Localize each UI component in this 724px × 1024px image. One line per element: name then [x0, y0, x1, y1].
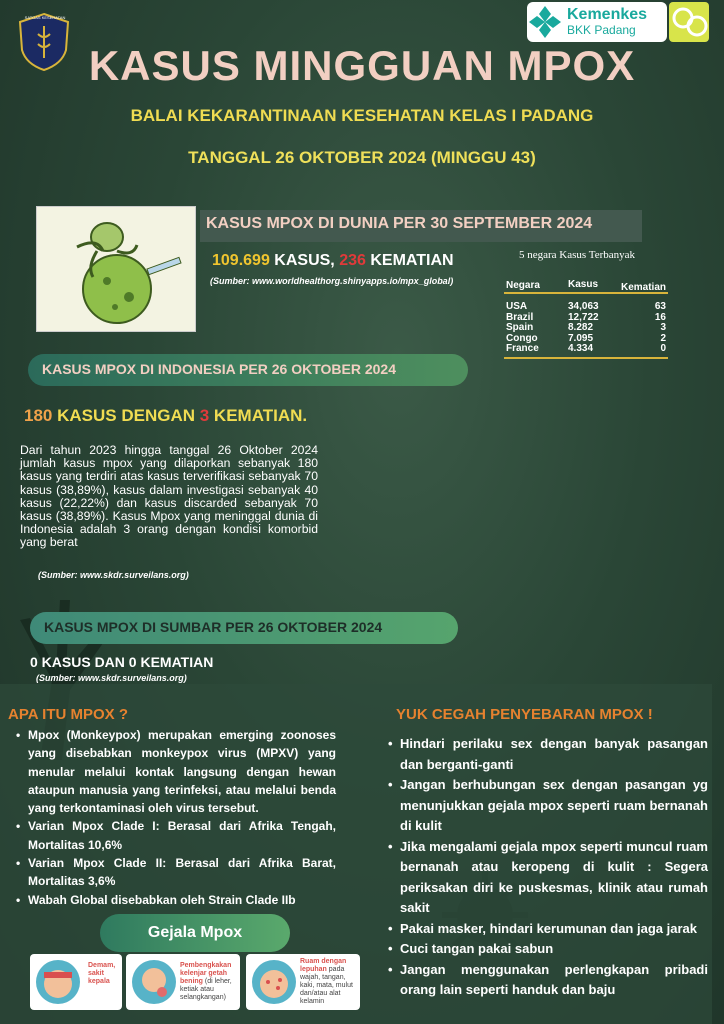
apa-itu-list	[14, 726, 336, 909]
cell-cases: 7.095	[568, 332, 594, 344]
world-cases: 109.699	[212, 252, 270, 269]
table-divider	[504, 357, 668, 359]
symptom-rest: pada wajah, tangan, kaki, mata, mulut dan/atau alat kelamin	[300, 966, 353, 1005]
indonesia-banner-text: KASUS MPOX DI INDONESIA PER 26 OKTOBER 2024	[42, 361, 396, 377]
kemenkes-logo	[527, 2, 667, 42]
symptom-bold: Ruam dengan lepuhan	[300, 958, 347, 973]
cell-cases: 34,063	[568, 301, 599, 312]
list-item: • Jangan berhubungan sex dengan pasangan yg menunjukkan gejala mpox seperti ruam bernanah di kulit	[386, 775, 708, 837]
apa-itu-heading: APA ITU MPOX ?	[8, 706, 128, 723]
cell-deaths: 0	[660, 343, 666, 354]
indonesia-deaths: 3	[199, 406, 210, 425]
cell-deaths: 63	[654, 301, 666, 312]
page-subtitle: BALAI KEKARANTINAAN KESEHATAN KELAS I PADANG	[130, 106, 594, 125]
sumbar-banner-text: KASUS MPOX DI SUMBAR PER 26 OKTOBER 2024	[44, 619, 383, 635]
world-banner	[200, 210, 642, 242]
cell-country: France	[506, 343, 539, 354]
cell-deaths: 16	[654, 311, 666, 323]
cell-country: Congo	[506, 332, 538, 344]
indonesia-cases: 180	[24, 406, 53, 425]
list-item: • Hindari perilaku sex dengan banyak pasangan dan berganti-ganti	[386, 734, 708, 775]
list-item: • Wabah Global disebabkan oleh Strain Clade IIb	[14, 891, 336, 909]
world-banner-text: KASUS MPOX DI DUNIA PER 30 SEPTEMBER 2024	[206, 215, 593, 232]
anniversary-badge-icon	[669, 2, 709, 42]
sumbar-banner	[30, 612, 458, 644]
table-row	[504, 302, 668, 313]
org-logo-text: SATGAS KESEHATAN	[24, 15, 66, 20]
cell-country: Brazil	[506, 311, 534, 323]
list-item: • Jika mengalami gejala mpox seperti muncul ruam bernanah atau keropeng di kulit : Segera periksakan diri ke puskesmas, klinik atau rumah sakit	[386, 837, 708, 919]
col-country-header: Negara	[506, 280, 540, 291]
report-date: TANGGAL 26 OKTOBER 2024 (MINGGU 43)	[188, 148, 536, 167]
list-item: • Mpox (Monkeypox) merupakan emerging zoonoses yang disebabkan monkeypox virus (MPXV) yang menular melalui kontak langsung dengan hewan ataupun manusia yang terinfeksi, atau melalui benda yang terkontaminasi oleh virus tersebut.	[14, 726, 336, 817]
symptom-card-fever	[30, 954, 122, 1010]
cell-deaths: 3	[660, 322, 666, 333]
world-deaths-word: KEMATIAN	[365, 252, 454, 269]
rash-face-icon	[250, 958, 298, 1006]
cegah-heading: YUK CEGAH PENYEBARAN MPOX !	[396, 706, 653, 723]
symptom-bold: Demam, sakit kepala	[88, 962, 116, 985]
indonesia-end: KEMATIAN.	[209, 406, 308, 425]
sumbar-count: 0 KASUS DAN 0 KEMATIAN	[30, 654, 214, 670]
sumbar-source: (Sumber: www.skdr.surveilans.org)	[36, 673, 187, 683]
cell-cases: 4.334	[568, 343, 594, 354]
top5-title: 5 negara Kasus Terbanyak	[519, 249, 636, 261]
indonesia-paragraph: Dari tahun 2023 hingga tanggal 26 Oktober 2024 jumlah kasus mpox yang dilaporkan sebanyak 180 kasus yang terdiri atas kasus terverifikasi sebanyak 70 kasus (38,89%), kasus dalam investigasi sebanyak 40 kasus (22,22%) dan kasus discarded sebanyak 70 kasus (38,89%). Kasus Mpox yang meninggal dunia di Indonesia adalah 3 orang dengan kondisi komorbid yang berat	[20, 443, 318, 550]
table-row	[504, 344, 668, 355]
table-row	[504, 323, 668, 334]
page-title: KASUS MINGGUAN MPOX	[88, 42, 636, 89]
world-source: (Sumber: www.worldhealthorg.shinyapps.io/mpx_global)	[210, 276, 454, 286]
col-cases-header: Kasus	[568, 279, 599, 290]
cegah-list	[386, 734, 708, 1001]
col-deaths-header: Kematian	[620, 282, 666, 293]
top5-table	[504, 270, 668, 359]
world-deaths: 236	[339, 252, 366, 269]
list-item: • Pakai masker, hindari kerumunan dan jaga jarak	[386, 919, 708, 940]
symptom-card-lymph	[126, 954, 240, 1010]
list-item: • Varian Mpox Clade II: Berasal dari Afrika Barat, Mortalitas 3,6%	[14, 854, 336, 891]
brand-sub: BKK Padang	[567, 23, 636, 38]
symptom-rest: (di leher, ketiak atau selangkangan)	[180, 978, 232, 1001]
list-item: • Jangan menggunakan perlengkapan pribadi orang lain seperti handuk dan baju	[386, 960, 708, 1001]
list-item: • Cuci tangan pakai sabun	[386, 939, 708, 960]
fever-face-icon	[34, 958, 82, 1006]
cell-country: Spain	[506, 322, 534, 333]
indonesia-count	[24, 406, 307, 426]
world-cases-word: KASUS,	[269, 252, 340, 269]
table-header	[504, 270, 668, 294]
cell-country: USA	[506, 301, 528, 312]
world-count	[212, 252, 454, 270]
cell-deaths: 2	[660, 332, 666, 344]
swollen-neck-icon	[130, 958, 178, 1006]
kemenkes-emblem-icon	[527, 4, 563, 40]
symptom-bold: Pembengkakan kelenjar getah bening	[180, 962, 232, 985]
indonesia-mid: KASUS DENGAN	[52, 406, 200, 425]
monkey-virus-illustration	[36, 206, 196, 332]
indonesia-banner	[28, 354, 468, 386]
list-item: • Varian Mpox Clade I: Berasal dari Afrika Tengah, Mortalitas 10,6%	[14, 817, 336, 854]
indonesia-source: (Sumber: www.skdr.surveilans.org)	[38, 570, 189, 580]
cell-cases: 8.282	[568, 322, 594, 333]
gejala-title: Gejala Mpox	[100, 914, 290, 952]
cell-cases: 12,722	[568, 311, 599, 323]
symptom-card-rash	[246, 954, 360, 1010]
brand-name: Kemenkes	[567, 6, 648, 24]
